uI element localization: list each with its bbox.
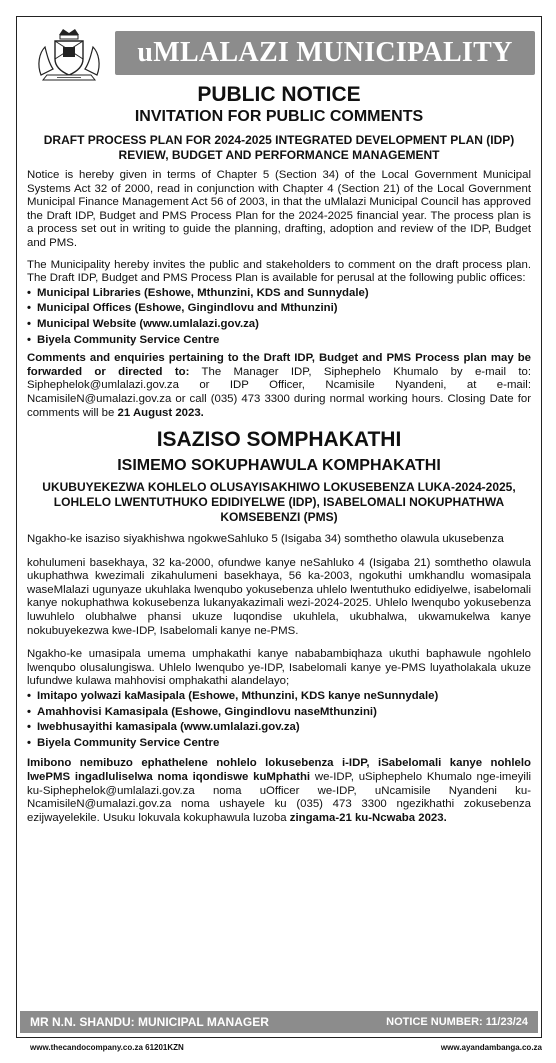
english-office-list <box>27 286 531 348</box>
zulu-paragraph-2: kohulumeni basekhaya, 32 ka-2000, ofundwe kanye neSahluko 4 (Isigaba 21) somthetho olawula ukuphathwa kwezimali zikahulumeni basekhaya, 56 ka-2003, ngokuthi umkhandlu womasipala waseMlalazi ugunyaze ukuhlaka lwenqubo yokusebenza uhlelo lwentuthuko edidiyelwe, isabelomali kanye nokuphathwa kokusebenza lukanyakazimali wezi-2024-2025. Uhlelo lwenqubo yokusebenza luwuhlelo olubhalwe phansi ukuze luqondise ukuhlela, ukubhalwa, ukwamukelwa kanye nokubuyekezwa kwe-IDP, Isabelomali kanye ne-PMS. <box>27 556 531 637</box>
english-contact-lead: Comments and enquiries pertaining to the Draft IDP, Budget and PMS Process plan may be forwarded or directed to: <box>27 352 531 378</box>
list-item: • Biyela Community Service Centre <box>27 333 531 349</box>
list-item: • Municipal Website (www.umlalazi.gov.za) <box>27 317 531 333</box>
english-title: PUBLIC NOTICE <box>197 83 361 106</box>
english-paragraph-1: Notice is hereby given in terms of Chapter 5 (Section 34) of the Local Government Municipal Systems Act 32 of 2000, read in conjunction with Chapter 4 (Section 21) of the Local Government Municipal Finance Management Act 56 of 2003, in that the uMlalazi Municipal Council has approved the Draft IDP, Budget and PMS Process Plan for the 2024-2025 financial year. The process plan is a process set out in writing to guide the planning, drafting, adoption and review of the IDP, Budget and PMS. <box>27 169 531 249</box>
list-item: • Imitapo yolwazi kaMasipala (Eshowe, Mthunzini, KDS kanye neSunnydale) <box>27 689 531 705</box>
english-paragraph-2: The Municipality hereby invites the public and stakeholders to comment on the draft process plan. The Draft IDP, Budget and PMS Process Plan is available for perusal at the following public offices: <box>27 258 531 285</box>
zulu-subtitle: ISIMEMO SOKUPHAWULA KOMPHAKATHI <box>117 457 441 475</box>
header <box>19 21 539 85</box>
english-paragraph-3 <box>27 352 531 420</box>
english-subtitle: INVITATION FOR PUBLIC COMMENTS <box>134 108 424 125</box>
list-item: • Municipal Offices (Eshowe, Gingindlovu and Mthunzini) <box>27 301 531 317</box>
list-item: • Municipal Libraries (Eshowe, Mthunzini, KDS and Sunnydale) <box>27 286 531 302</box>
notice-number: NOTICE NUMBER: 11/23/24 <box>386 1016 528 1028</box>
municipality-banner <box>115 31 535 75</box>
agency-credit-right: www.ayandambanga.co.za <box>440 1043 542 1052</box>
zulu-closing-date: zingama-21 ku-Ncwaba 2023. <box>289 811 447 824</box>
coat-of-arms-icon <box>33 25 105 81</box>
agency-credit-left: www.thecandocompany.co.za 61201KZN <box>30 1043 184 1052</box>
zulu-paragraph-3: Ngakho-ke umasipala umema umphakathi kanye nababambiqhaza ukuthi baphawule ngohlelo lwenqubo olusalungiswa. Uhlelo lwenqubo ye-IDP, Isabelomali kanye ye-PMS luyatholakala ukuze lufundwe kulawa mahhovisi omphakathi alandelayo; <box>27 648 531 688</box>
zulu-paragraph-4 <box>27 757 531 825</box>
notice-frame <box>16 16 542 1038</box>
zulu-contact-text: we-IDP, uSiphephelo Khumalo nge-imeyili ku-Siphephelok@umlalazi.gov.za noma uOfficer we-IDP, uNcamisile Nyandeni ku-NcamisileN@umalazi.gov.za noma ushayele ku (035) 473 3300 ngezikhathi zokusebenza ezijwayelekile. Usuku lokuvala kokuphawula luzoba <box>27 771 532 824</box>
zulu-paragraph-1: Ngakho-ke isaziso siyakhishwa ngokweSahluko 5 (Isigaba 34) somthetho olawula ukusebenza <box>27 533 504 546</box>
zulu-title: ISAZISO SOMPHAKATHI <box>156 428 402 452</box>
english-closing-date: 21 August 2023. <box>117 406 204 419</box>
list-item: • Biyela Community Service Centre <box>27 736 531 752</box>
english-contact-text: The Manager IDP, Siphephelo Khumalo by e-mail to: Siphephelok@umlalazi.gov.za or IDP Officer, Ncamisile Nyandeni, at e-mail: NcamisileN@umalazi.gov.za or call (035) 473 3300 during normal working hours. Closing Date for comments will be <box>27 365 531 419</box>
zulu-heading: UKUBUYEKEZWA KOHLELO OLUSAYISAKHIWO LOKUSEBENZA LUKA-2024-2025, LOHLELO LWENTUTHUKO EDIDIYELWE (IDP), ISABELOMALI NOKUPHATHWA KOMSEBENZI (PMS) <box>42 480 516 525</box>
english-heading: DRAFT PROCESS PLAN FOR 2024-2025 INTEGRATED DEVELOPMENT PLAN (IDP) REVIEW, BUDGET AND PERFORMANCE MANAGEMENT <box>43 133 515 162</box>
footer-banner <box>20 1011 538 1033</box>
notice-content <box>27 83 531 825</box>
zulu-office-list <box>27 689 531 751</box>
zulu-contact-lead: Imibono nemibuzo ephathelene nohlelo lokusebenza i-IDP, iSabelomali kanye nohlelo lwePMS ingadluliselwa noma iqondiswe kuMphathi <box>27 757 531 783</box>
list-item: • Iwebhusayithi kamasipala (www.umlalazi.gov.za) <box>27 720 531 736</box>
municipality-name: uMLALAZI MUNICIPALITY <box>137 37 513 68</box>
municipal-manager: MR N.N. SHANDU: MUNICIPAL MANAGER <box>30 1015 269 1029</box>
list-item: • Amahhovisi Kamasipala (Eshowe, Gingindlovu naseMthunzini) <box>27 705 531 721</box>
